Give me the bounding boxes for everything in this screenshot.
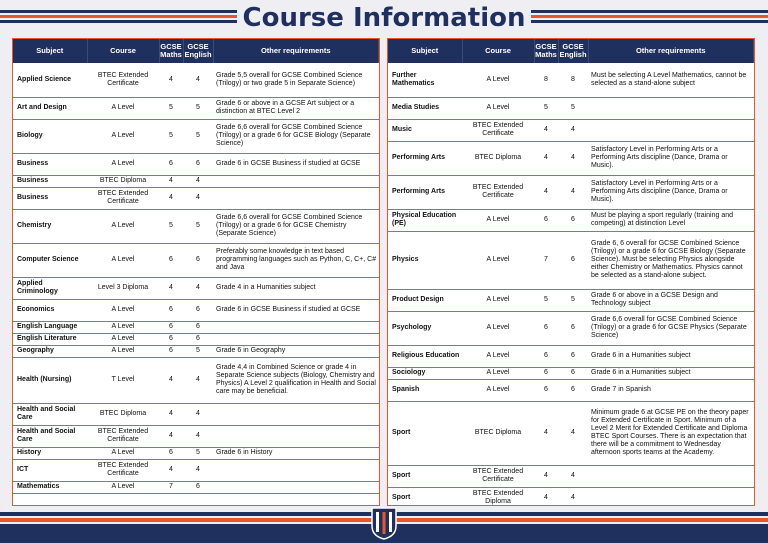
subject-cell: Applied Science (13, 63, 87, 97)
course-cell: BTEC Extended Certificate (87, 63, 159, 97)
gcse-maths-cell: 4 (534, 401, 558, 465)
table-row (388, 63, 754, 97)
table-row (388, 465, 754, 487)
subject-cell: History (13, 447, 87, 459)
table-row (13, 357, 379, 403)
subject-cell: Spanish (388, 379, 462, 401)
requirements-cell: Grade 4 in a Humanities subject (213, 277, 379, 299)
table-row (388, 367, 754, 379)
subject-cell: Further Mathematics (388, 63, 462, 97)
table-header (388, 39, 754, 63)
table-row (388, 487, 754, 506)
gcse-maths-cell: 4 (534, 487, 558, 506)
gcse-maths-cell: 6 (159, 345, 183, 357)
course-cell: A Level (87, 321, 159, 333)
table-row (388, 209, 754, 231)
gcse-maths-cell: 4 (159, 175, 183, 187)
gcse-maths-cell: 4 (159, 403, 183, 425)
gcse-english-cell: 4 (558, 401, 588, 465)
requirements-cell: Grade 6 in a Humanities subject (588, 345, 754, 367)
course-cell: A Level (462, 231, 534, 289)
subject-cell: Economics (13, 299, 87, 321)
course-cell: BTEC Diploma (87, 175, 159, 187)
course-cell: BTEC Extended Diploma (462, 487, 534, 506)
header-other-requirements: Other requirements (588, 39, 754, 63)
gcse-english-cell: 4 (558, 487, 588, 506)
table-row (13, 425, 379, 447)
gcse-maths-cell: 7 (534, 231, 558, 289)
requirements-cell: Grade 4,4 in Combined Science or grade 4 in Separate Science subjects (Biology, Chemistry and Physics) A Level 2 qualification in Health and Social care may be beneficial. (213, 357, 379, 403)
gcse-english-cell: 5 (183, 447, 213, 459)
requirements-cell: Grade 6 in History (213, 447, 379, 459)
requirements-cell (588, 487, 754, 506)
table-row (13, 459, 379, 481)
gcse-maths-cell: 6 (159, 153, 183, 175)
subject-cell: English Literature (13, 333, 87, 345)
course-cell: BTEC Extended Certificate (462, 175, 534, 209)
table-header (13, 39, 379, 63)
course-cell: A Level (462, 63, 534, 97)
gcse-maths-cell: 5 (534, 289, 558, 311)
requirements-cell: Grade 6,6 overall for GCSE Combined Science (Trilogy) or a grade 6 for GCSE Physics (Separate Science) (588, 311, 754, 345)
header-gcse-maths: GCSE Maths (159, 39, 183, 63)
subject-cell: Health and Social Care (13, 425, 87, 447)
table-row (13, 119, 379, 153)
requirements-cell: Grade 6 or above in a GCSE Art subject or a distinction at BTEC Level 2 (213, 97, 379, 119)
gcse-english-cell: 4 (558, 175, 588, 209)
course-cell: A Level (462, 367, 534, 379)
header-gcse-english: GCSE English (183, 39, 213, 63)
subject-cell: Performing Arts (388, 141, 462, 175)
subject-cell: Sport (388, 487, 462, 506)
table-row (388, 379, 754, 401)
subject-cell: Business (13, 175, 87, 187)
subject-cell: Performing Arts (388, 175, 462, 209)
subject-cell: Media Studies (388, 97, 462, 119)
course-cell: A Level (462, 289, 534, 311)
requirements-cell (213, 175, 379, 187)
gcse-maths-cell: 4 (159, 459, 183, 481)
gcse-maths-cell: 6 (534, 209, 558, 231)
header-course: Course (87, 39, 159, 63)
requirements-cell: Grade 5,5 overall for GCSE Combined Science (Trilogy) or two grade 5 in Separate Science) (213, 63, 379, 97)
course-cell: A Level (87, 447, 159, 459)
subject-cell: Biology (13, 119, 87, 153)
course-cell: BTEC Diploma (462, 141, 534, 175)
gcse-maths-cell: 5 (159, 119, 183, 153)
header-course: Course (462, 39, 534, 63)
gcse-english-cell: 4 (183, 187, 213, 209)
subject-cell: Physics (388, 231, 462, 289)
course-cell: A Level (87, 333, 159, 345)
course-cell: A Level (462, 345, 534, 367)
subject-cell: Music (388, 119, 462, 141)
gcse-maths-cell: 4 (159, 357, 183, 403)
course-cell: BTEC Diploma (462, 401, 534, 465)
table-row (13, 209, 379, 243)
subject-cell: Product Design (388, 289, 462, 311)
table-row (13, 277, 379, 299)
course-cell: A Level (87, 119, 159, 153)
requirements-cell: Satisfactory Level in Performing Arts or a Performing Arts discipline (Dance, Drama or Music). (588, 141, 754, 175)
gcse-maths-cell: 7 (159, 481, 183, 493)
gcse-maths-cell: 6 (159, 447, 183, 459)
subject-cell: Physical Education (PE) (388, 209, 462, 231)
requirements-cell: Grade 6 in Geography (213, 345, 379, 357)
gcse-english-cell: 8 (558, 63, 588, 97)
gcse-maths-cell: 4 (159, 187, 183, 209)
course-cell: T Level (87, 357, 159, 403)
gcse-maths-cell: 6 (159, 321, 183, 333)
course-cell: BTEC Extended Certificate (87, 459, 159, 481)
requirements-cell (588, 465, 754, 487)
requirements-cell (213, 321, 379, 333)
course-cell: BTEC Extended Certificate (87, 187, 159, 209)
requirements-cell: Must be selecting A Level Mathematics, cannot be selected as a stand-alone subject (588, 63, 754, 97)
course-cell: A Level (462, 97, 534, 119)
subject-cell: Chemistry (13, 209, 87, 243)
table-row (13, 333, 379, 345)
page-title: Course Information (0, 0, 768, 36)
gcse-english-cell: 5 (183, 119, 213, 153)
gcse-maths-cell: 6 (534, 345, 558, 367)
requirements-cell (213, 403, 379, 425)
table-row (13, 447, 379, 459)
school-crest-icon (370, 506, 398, 540)
gcse-english-cell: 6 (183, 481, 213, 493)
subject-cell: Health (Nursing) (13, 357, 87, 403)
course-cell: BTEC Extended Certificate (462, 465, 534, 487)
course-cell: A Level (87, 153, 159, 175)
subject-cell: Business (13, 187, 87, 209)
gcse-english-cell: 4 (183, 277, 213, 299)
right-course-table (387, 38, 755, 506)
gcse-english-cell: 4 (183, 425, 213, 447)
requirements-cell (588, 119, 754, 141)
subject-cell: Sociology (388, 367, 462, 379)
gcse-english-cell: 5 (183, 345, 213, 357)
subject-cell: Art and Design (13, 97, 87, 119)
course-cell: A Level (462, 209, 534, 231)
requirements-cell (213, 333, 379, 345)
requirements-cell: Grade 6 in GCSE Business if studied at GCSE (213, 299, 379, 321)
gcse-maths-cell: 6 (534, 311, 558, 345)
table-row (13, 243, 379, 277)
gcse-maths-cell: 5 (159, 97, 183, 119)
subject-cell: Health and Social Care (13, 403, 87, 425)
gcse-english-cell: 6 (558, 209, 588, 231)
gcse-maths-cell: 6 (534, 379, 558, 401)
gcse-maths-cell: 4 (534, 141, 558, 175)
requirements-cell: Grade 6,6 overall for GCSE Combined Science (Trilogy) or a grade 6 for GCSE Biology (Separate Science) (213, 119, 379, 153)
requirements-cell: Grade 6 in a Humanities subject (588, 367, 754, 379)
table-row (388, 231, 754, 289)
subject-cell: Sport (388, 465, 462, 487)
gcse-english-cell: 4 (558, 141, 588, 175)
subject-cell: Mathematics (13, 481, 87, 493)
requirements-cell: Must be playing a sport regularly (training and competing) at distinction Level (588, 209, 754, 231)
subject-cell: Business (13, 153, 87, 175)
gcse-maths-cell: 4 (159, 63, 183, 97)
requirements-cell (213, 187, 379, 209)
requirements-cell: Grade 6,6 overall for GCSE Combined Science (Trilogy) or a grade 6 for GCSE Chemistry (Separate Science) (213, 209, 379, 243)
course-cell: A Level (87, 299, 159, 321)
table-row (13, 187, 379, 209)
header-subject: Subject (388, 39, 462, 63)
requirements-cell: Grade 6 or above in a GCSE Design and Technology subject (588, 289, 754, 311)
gcse-maths-cell: 6 (159, 333, 183, 345)
table-row (388, 97, 754, 119)
subject-cell: Religious Education (388, 345, 462, 367)
gcse-english-cell: 6 (183, 321, 213, 333)
header-gcse-english: GCSE English (558, 39, 588, 63)
gcse-maths-cell: 4 (534, 119, 558, 141)
table-row (388, 119, 754, 141)
gcse-english-cell: 5 (558, 289, 588, 311)
gcse-english-cell: 4 (183, 459, 213, 481)
course-cell: BTEC Diploma (87, 403, 159, 425)
gcse-maths-cell: 8 (534, 63, 558, 97)
requirements-cell: Grade 6 in GCSE Business if studied at GCSE (213, 153, 379, 175)
table-row (388, 311, 754, 345)
gcse-english-cell: 5 (558, 97, 588, 119)
header-other-requirements: Other requirements (213, 39, 379, 63)
course-cell: A Level (87, 345, 159, 357)
table-row (13, 321, 379, 333)
gcse-english-cell: 6 (558, 379, 588, 401)
course-cell: A Level (462, 379, 534, 401)
table-row (13, 299, 379, 321)
table-row (388, 345, 754, 367)
gcse-maths-cell: 4 (534, 175, 558, 209)
table-row (388, 175, 754, 209)
gcse-english-cell: 4 (183, 357, 213, 403)
requirements-cell (588, 97, 754, 119)
course-cell: A Level (87, 243, 159, 277)
gcse-english-cell: 6 (183, 243, 213, 277)
table-row (13, 97, 379, 119)
table-row (13, 345, 379, 357)
gcse-english-cell: 4 (183, 403, 213, 425)
requirements-cell (213, 459, 379, 481)
table-row (388, 401, 754, 465)
course-cell: A Level (87, 97, 159, 119)
left-course-table (12, 38, 380, 506)
subject-cell: English Language (13, 321, 87, 333)
gcse-maths-cell: 5 (159, 209, 183, 243)
table-row (13, 175, 379, 187)
gcse-english-cell: 6 (183, 333, 213, 345)
gcse-maths-cell: 6 (159, 299, 183, 321)
gcse-english-cell: 6 (183, 299, 213, 321)
gcse-maths-cell: 5 (534, 97, 558, 119)
gcse-english-cell: 6 (558, 367, 588, 379)
gcse-english-cell: 6 (558, 311, 588, 345)
subject-cell: Applied Criminology (13, 277, 87, 299)
header-subject: Subject (13, 39, 87, 63)
gcse-english-cell: 4 (558, 119, 588, 141)
gcse-english-cell: 5 (183, 209, 213, 243)
gcse-english-cell: 5 (183, 97, 213, 119)
subject-cell: Psychology (388, 311, 462, 345)
table-row (13, 153, 379, 175)
course-cell: A Level (87, 481, 159, 493)
gcse-maths-cell: 6 (159, 243, 183, 277)
gcse-maths-cell: 4 (534, 465, 558, 487)
gcse-english-cell: 6 (558, 345, 588, 367)
subject-cell: Geography (13, 345, 87, 357)
subject-cell: ICT (13, 459, 87, 481)
gcse-maths-cell: 4 (159, 277, 183, 299)
gcse-maths-cell: 6 (534, 367, 558, 379)
gcse-english-cell: 6 (183, 153, 213, 175)
course-cell: Level 3 Diploma (87, 277, 159, 299)
requirements-cell: Minimum grade 6 at GCSE PE on the theory paper for Extended Certificate in Sport. Minimum of a Level 2 Merit for Extended Certificate and Diploma BTEC Sport Courses. There is an expectation that there will be a commitment to Wednesday afternoon sports teams at the Academy. (588, 401, 754, 465)
requirements-cell: Preferably some knowledge in text based programming languages such as Python, C, C+, C# and Java (213, 243, 379, 277)
course-cell: BTEC Extended Certificate (87, 425, 159, 447)
requirements-cell (213, 481, 379, 493)
course-cell: BTEC Extended Certificate (462, 119, 534, 141)
table-row (388, 141, 754, 175)
subject-cell: Sport (388, 401, 462, 465)
table-row (13, 403, 379, 425)
gcse-english-cell: 4 (558, 465, 588, 487)
requirements-cell: Grade 6, 6 overall for GCSE Combined Science (Trilogy) or a grade 6 for GCSE Biology (Separate Science). Must be selecting Physics alongside either Chemistry or Mathematics. Physics cannot be selected as a stand-alone subject. (588, 231, 754, 289)
table-row (13, 63, 379, 97)
gcse-english-cell: 4 (183, 63, 213, 97)
requirements-cell (213, 425, 379, 447)
course-cell: A Level (87, 209, 159, 243)
gcse-english-cell: 4 (183, 175, 213, 187)
header-gcse-maths: GCSE Maths (534, 39, 558, 63)
gcse-maths-cell: 4 (159, 425, 183, 447)
table-row (388, 289, 754, 311)
course-cell: A Level (462, 311, 534, 345)
requirements-cell: Grade 7 in Spanish (588, 379, 754, 401)
requirements-cell: Satisfactory Level in Performing Arts or a Performing Arts discipline (Dance, Drama or Music). (588, 175, 754, 209)
subject-cell: Computer Science (13, 243, 87, 277)
gcse-english-cell: 6 (558, 231, 588, 289)
table-row (13, 481, 379, 493)
